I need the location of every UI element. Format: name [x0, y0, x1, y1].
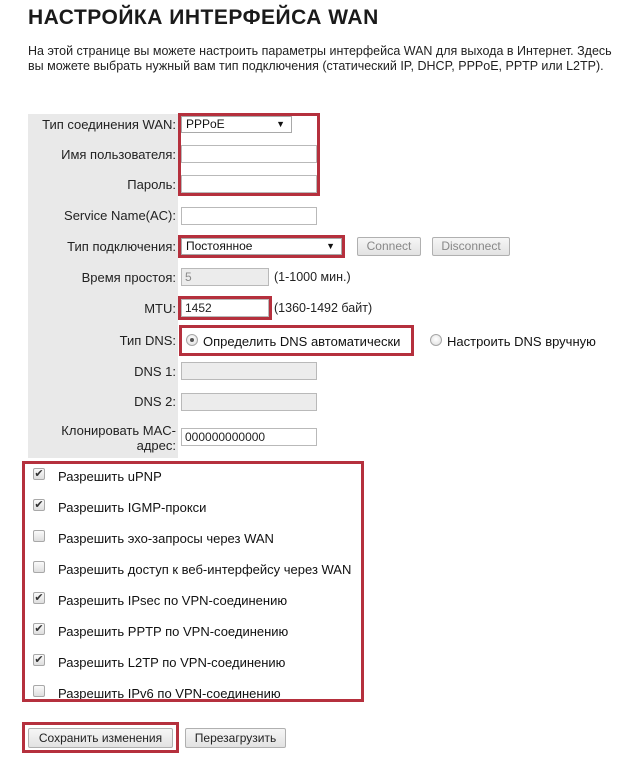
page-description: На этой странице вы можете настроить параметры интерфейса WAN для выхода в Интернет. Здесь вы можете выбрать нужный вам тип подключения (статический IP, DHCP, PPPoE, PPTP или L2TP).: [28, 44, 612, 73]
clone-mac-input[interactable]: [181, 428, 317, 446]
wan-type-select[interactable]: [181, 116, 292, 133]
option-label-pptp[interactable]: Разрешить PPTP по VPN-соединению: [58, 624, 289, 639]
save-button[interactable]: Сохранить изменения: [28, 728, 173, 748]
option-checkbox-igmp[interactable]: ✔: [34, 499, 44, 511]
username-input[interactable]: [181, 145, 317, 163]
dns1-input[interactable]: [181, 362, 317, 380]
idle-time-hint: (1-1000 мин.): [274, 270, 351, 284]
chevron-down-icon: ▼: [276, 119, 285, 129]
wan-type-value: PPPoE: [186, 117, 225, 131]
disconnect-button[interactable]: Disconnect: [432, 237, 510, 256]
option-checkbox-l2tp[interactable]: ✔: [34, 654, 44, 666]
option-checkbox-ipv6[interactable]: [33, 685, 45, 697]
connect-button[interactable]: Connect: [357, 237, 421, 256]
dns-auto-label[interactable]: Определить DNS автоматически: [203, 334, 401, 349]
option-label-ipsec[interactable]: Разрешить IPsec по VPN-соединению: [58, 593, 288, 608]
service-name-input[interactable]: [181, 207, 317, 225]
dns-type-label: Тип DNS:: [119, 333, 176, 348]
connection-type-select[interactable]: [181, 238, 342, 255]
dns1-label: DNS 1:: [134, 364, 176, 379]
option-label-ipv6[interactable]: Разрешить IPv6 по VPN-соединению: [58, 686, 281, 701]
mtu-label: MTU:: [144, 301, 176, 316]
dns-auto-radio[interactable]: [186, 334, 198, 346]
option-checkbox-ping-wan[interactable]: [33, 530, 45, 542]
dns-manual-label[interactable]: Настроить DNS вручную: [447, 334, 596, 349]
option-checkbox-pptp[interactable]: ✔: [34, 623, 44, 635]
dns2-input[interactable]: [181, 393, 317, 411]
option-checkbox-upnp[interactable]: ✔: [34, 468, 44, 480]
connection-type-label: Тип подключения:: [67, 239, 176, 254]
option-label-l2tp[interactable]: Разрешить L2TP по VPN-соединению: [58, 655, 286, 670]
password-input[interactable]: [181, 175, 317, 193]
dns-manual-radio[interactable]: [430, 334, 442, 346]
option-checkbox-ipsec[interactable]: ✔: [34, 592, 44, 604]
option-label-igmp[interactable]: Разрешить IGMP-прокси: [58, 500, 207, 515]
clone-mac-label-line2: адрес:: [136, 438, 176, 453]
service-name-label: Service Name(AC):: [64, 208, 176, 223]
connection-type-value: Постоянное: [186, 239, 253, 253]
idle-time-label: Время простоя:: [81, 270, 176, 285]
wan-type-label: Тип соединения WAN:: [42, 117, 176, 132]
mtu-hint: (1360-1492 байт): [274, 301, 373, 315]
mtu-input[interactable]: [181, 299, 269, 317]
label-column: [28, 114, 178, 458]
clone-mac-label-line1: Клонировать MAC-: [61, 423, 176, 438]
reboot-button[interactable]: Перезагрузить: [185, 728, 286, 748]
chevron-down-icon: ▼: [326, 241, 335, 251]
dns2-label: DNS 2:: [134, 394, 176, 409]
option-label-upnp[interactable]: Разрешить uPNP: [58, 469, 162, 484]
page-title: НАСТРОЙКА ИНТЕРФЕЙСА WAN: [28, 6, 379, 29]
option-checkbox-web-wan[interactable]: [33, 561, 45, 573]
password-label: Пароль:: [127, 177, 176, 192]
username-label: Имя пользователя:: [61, 147, 176, 162]
idle-time-input[interactable]: [181, 268, 269, 286]
option-label-ping-wan[interactable]: Разрешить эхо-запросы через WAN: [58, 531, 274, 546]
option-label-web-wan[interactable]: Разрешить доступ к веб-интерфейсу через WAN: [58, 562, 352, 577]
